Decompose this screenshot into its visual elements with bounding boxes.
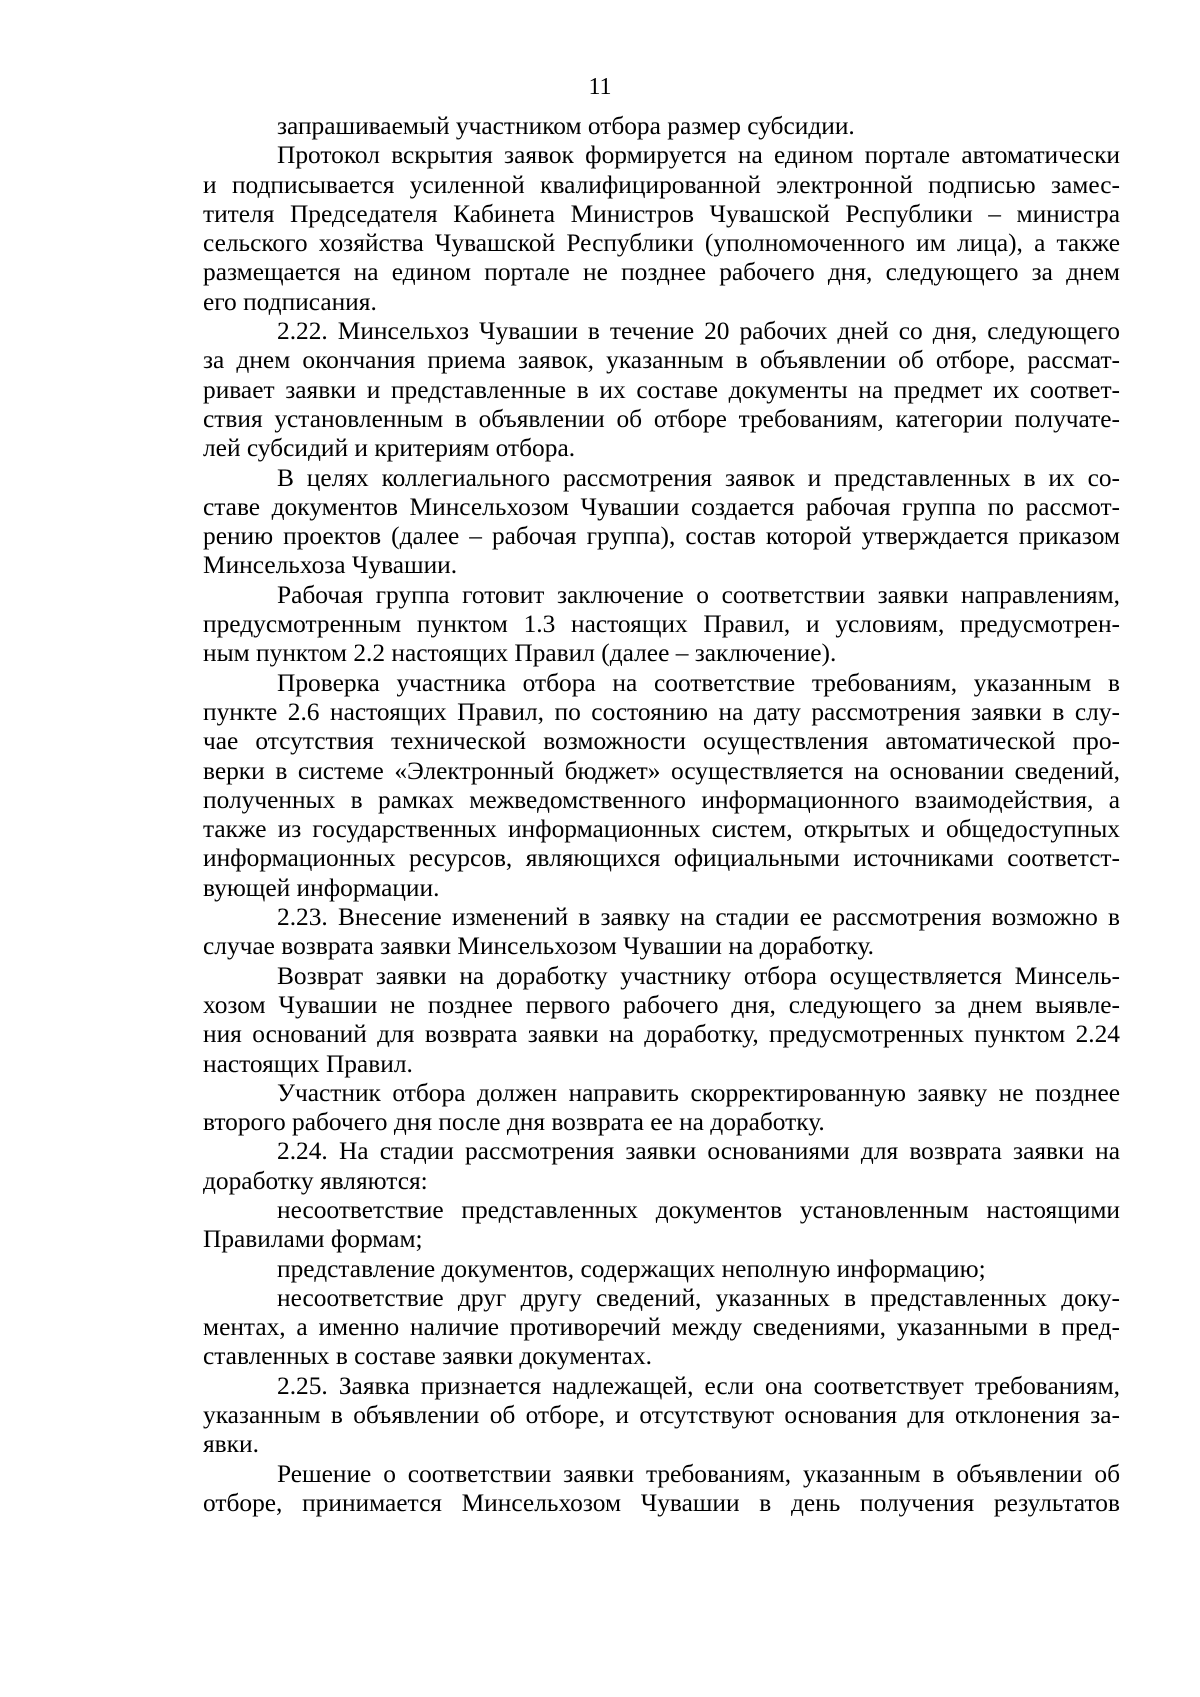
text-line: тителя Председателя Кабинета Министров Чувашской Республики – министра (203, 199, 1120, 228)
text-line: настоящих Правил. (203, 1049, 413, 1078)
paragraph (203, 1196, 1120, 1255)
text-line: второго рабочего дня после дня возврата ее на доработку. (203, 1108, 825, 1137)
text-line: сельского хозяйства Чувашской Республики (уполномоченного им лица), а также (203, 229, 1120, 258)
text-line: размещается на едином портале не позднее рабочего дня, следующего за днем (203, 258, 1120, 287)
text-line: случае возврата заявки Минсельхозом Чувашии на доработку. (203, 932, 875, 961)
paragraph (203, 464, 1120, 581)
text-line: Рабочая группа готовит заключение о соответствии заявки направлениям, (277, 580, 1120, 609)
paragraph (203, 903, 1120, 962)
text-line: Решение о соответствии заявки требованиям, указанным в объявлении об (277, 1459, 1120, 1488)
text-line: доработку являются: (203, 1166, 428, 1195)
text-line: чае отсутствия технической возможности осуществления автоматической про- (203, 727, 1120, 756)
text-line: пункте 2.6 настоящих Правил, по состоянию на дату рассмотрения заявки в слу- (203, 697, 1120, 726)
text-line: 2.24. На стадии рассмотрения заявки основаниями для возврата заявки на (277, 1137, 1120, 1166)
paragraph (203, 141, 1120, 317)
text-line: Возврат заявки на доработку участнику отбора осуществляется Минсель- (277, 961, 1120, 990)
paragraph (203, 112, 1120, 141)
text-line: Правилами формам; (203, 1225, 423, 1254)
paragraph (203, 1079, 1120, 1138)
text-line: представление документов, содержащих неполную информацию; (277, 1254, 986, 1283)
text-line: отборе, принимается Минсельхозом Чувашии в день получения результатов (203, 1488, 1120, 1517)
text-line: Участник отбора должен направить скорректированную заявку не позднее (277, 1078, 1120, 1107)
text-line: 2.25. Заявка признается надлежащей, если она соответствует требованиям, (277, 1371, 1120, 1400)
text-line: ствия установленным в объявлении об отборе требованиям, категории получате- (203, 404, 1120, 433)
text-line: верки в системе «Электронный бюджет» осуществляется на основании сведений, (203, 756, 1120, 785)
text-line: рению проектов (далее – рабочая группа), состав которой утверждается приказом (203, 522, 1120, 551)
text-line: хозом Чувашии не позднее первого рабочего дня, следующего за днем выявле- (203, 990, 1120, 1019)
text-line: несоответствие представленных документов установленным настоящими (277, 1195, 1120, 1224)
text-line: ривает заявки и представленные в их составе документы на предмет их соответ- (203, 375, 1120, 404)
paragraph (203, 669, 1120, 903)
text-line: ментах, а именно наличие противоречий между сведениями, указанными в пред- (203, 1313, 1120, 1342)
text-line: также из государственных информационных систем, открытых и общедоступных (203, 815, 1120, 844)
text-line: ным пунктом 2.2 настоящих Правил (далее – заключение). (203, 639, 837, 668)
text-line: В целях коллегиального рассмотрения заявок и представленных в их со- (277, 463, 1120, 492)
paragraph (203, 1460, 1120, 1519)
text-line: 2.23. Внесение изменений в заявку на стадии ее рассмотрения возможно в (277, 903, 1120, 932)
text-line: ставе документов Минсельхозом Чувашии создается рабочая группа по рассмот- (203, 492, 1120, 521)
document-body (203, 112, 1120, 1518)
text-line: запрашиваемый участником отбора размер субсидии. (277, 112, 855, 140)
text-line: 2.22. Минсельхоз Чувашии в течение 20 рабочих дней со дня, следующего (277, 317, 1120, 346)
page-number: 11 (588, 74, 612, 100)
text-line: ставленных в составе заявки документах. (203, 1342, 652, 1371)
paragraph (203, 962, 1120, 1079)
paragraph (203, 1137, 1120, 1196)
text-line: явки. (203, 1430, 259, 1459)
text-line: вующей информации. (203, 873, 440, 902)
paragraph (203, 1284, 1120, 1372)
paragraph (203, 1372, 1120, 1460)
text-line: Минсельхоза Чувашии. (203, 551, 458, 580)
text-line: Протокол вскрытия заявок формируется на едином портале автоматически (277, 141, 1120, 170)
text-line: ния оснований для возврата заявки на доработку, предусмотренных пунктом 2.24 (203, 1020, 1120, 1049)
paragraph (203, 581, 1120, 669)
text-line: за днем окончания приема заявок, указанным в объявлении об отборе, рассмат- (203, 346, 1120, 375)
text-line: и подписывается усиленной квалифицированной электронной подписью замес- (203, 170, 1120, 199)
text-line: его подписания. (203, 287, 377, 316)
text-line: полученных в рамках межведомственного информационного взаимодействия, а (203, 785, 1120, 814)
text-line: предусмотренным пунктом 1.3 настоящих Правил, и условиям, предусмотрен- (203, 610, 1120, 639)
paragraph (203, 1255, 1120, 1284)
paragraph (203, 317, 1120, 463)
text-line: несоответствие друг другу сведений, указанных в представленных доку- (277, 1283, 1120, 1312)
text-line: указанным в объявлении об отборе, и отсутствуют основания для отклонения за- (203, 1401, 1120, 1430)
text-line: Проверка участника отбора на соответствие требованиям, указанным в (277, 668, 1120, 697)
text-line: лей субсидий и критериям отбора. (203, 434, 576, 463)
text-line: информационных ресурсов, являющихся официальными источниками соответст- (203, 844, 1120, 873)
